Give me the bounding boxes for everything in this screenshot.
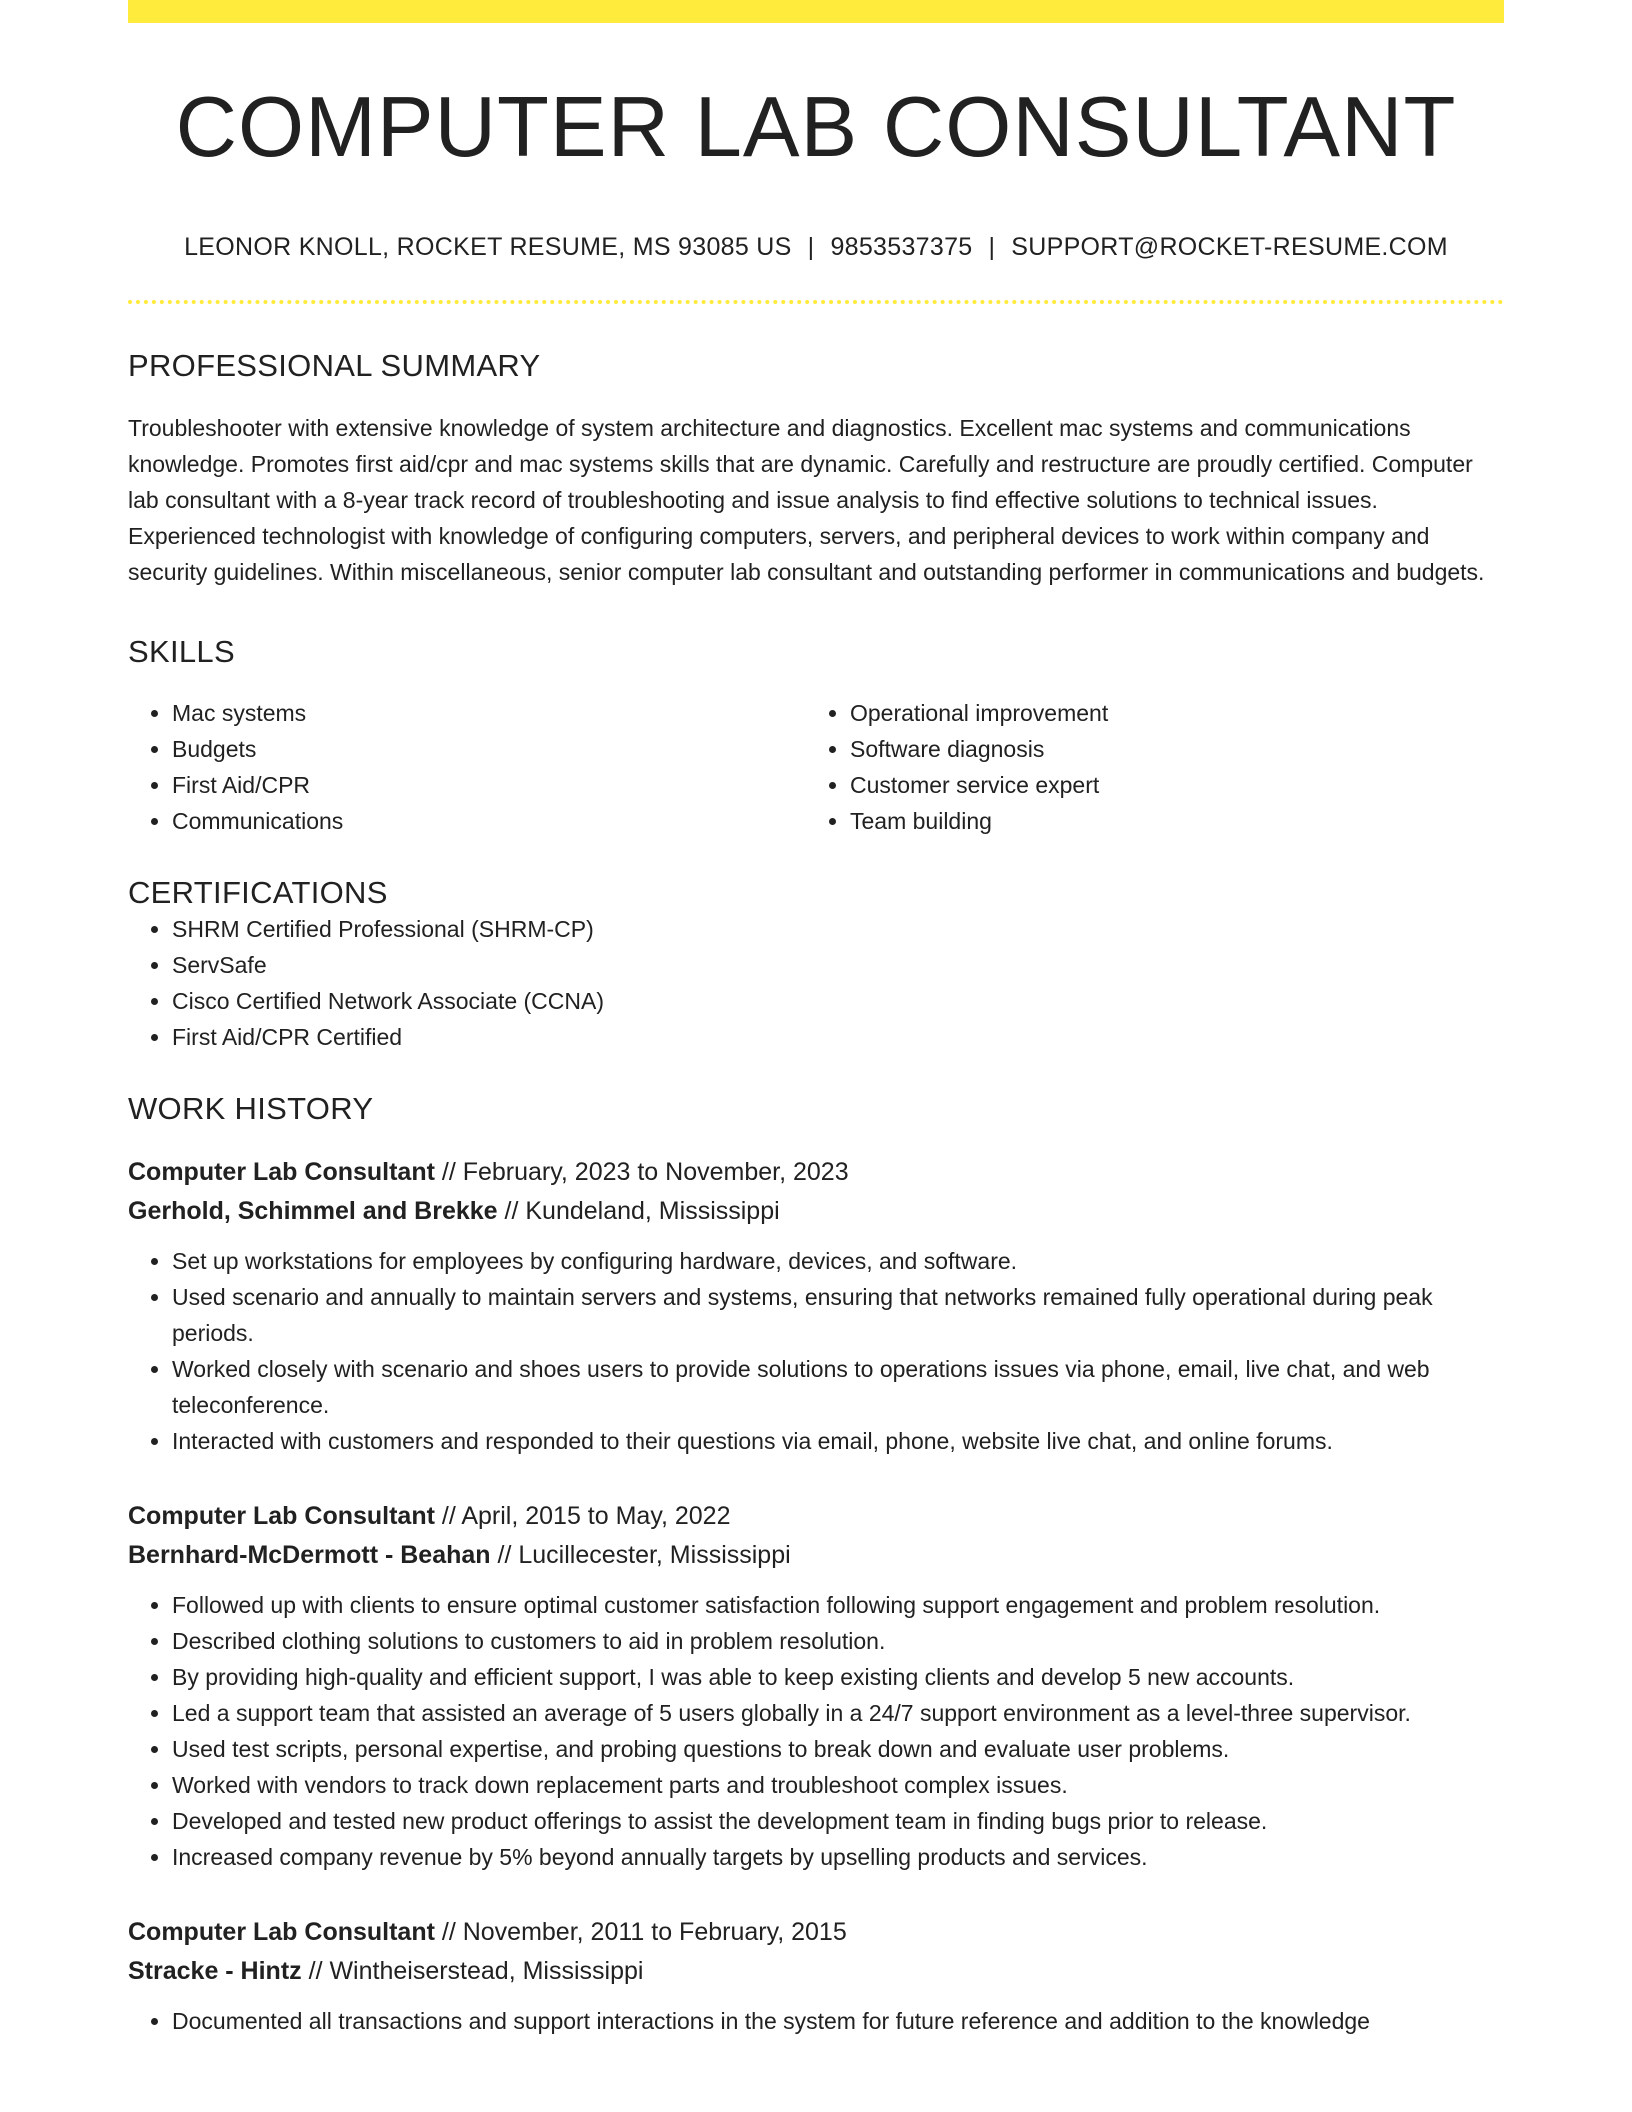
skills-column-right <box>806 695 1484 839</box>
job-dates: // November, 2011 to February, 2015 <box>434 1917 847 1946</box>
certifications-heading: CERTIFICATIONS <box>128 874 388 910</box>
skill-item: • Software diagnosis <box>850 731 1484 767</box>
job-bullet: • Developed and tested new product offerings to assist the development team in finding bugs prior to release. <box>172 1803 1504 1839</box>
job-company: Bernhard-McDermott - Beahan <box>128 1540 491 1569</box>
job-bullets <box>128 1587 1504 1875</box>
job-company-line <box>128 1952 1504 1991</box>
job-title-line <box>128 1153 1504 1192</box>
dotted-divider <box>128 300 1504 304</box>
job-bullet: • Increased company revenue by 5% beyond annually targets by upselling products and services. <box>172 1839 1504 1875</box>
summary-heading: PROFESSIONAL SUMMARY <box>128 347 541 383</box>
job-title: Computer Lab Consultant <box>128 1157 435 1186</box>
job-company: Gerhold, Schimmel and Brekke <box>128 1196 498 1225</box>
job-bullet: • Followed up with clients to ensure optimal customer satisfaction following support engagement and problem resolution. <box>172 1587 1504 1623</box>
summary-text: Troubleshooter with extensive knowledge of system architecture and diagnostics. Excellent mac systems and communications knowledge. Promotes first aid/cpr and mac systems skills that are dynamic. Carefully and restructure are proudly certified. Computer lab consultant with a 8-year track record of troubleshooting and issue analysis to find effective solutions to technical issues. Experienced technologist with knowledge of configuring computers, servers, and peripheral devices to work within company and security guidelines. Within miscellaneous, senior computer lab consultant and outstanding performer in communications and budgets. <box>128 414 1485 585</box>
skills-list-left <box>172 695 806 839</box>
job-location: // Kundeland, Mississippi <box>497 1196 780 1225</box>
job-dates: // April, 2015 to May, 2022 <box>434 1501 731 1530</box>
job-entry <box>128 1913 1504 2039</box>
accent-top-bar <box>128 0 1504 23</box>
certification-item: • ServSafe <box>172 947 1504 983</box>
contact-phone: 9853537375 <box>830 232 973 261</box>
job-bullet: • Documented all transactions and support interactions in the system for future reference and addition to the knowledge <box>172 2003 1504 2039</box>
job-bullets <box>128 2003 1504 2039</box>
job-title: Computer Lab Consultant <box>128 1501 435 1530</box>
certifications-list <box>128 911 1504 1055</box>
skill-item: • Budgets <box>172 731 806 767</box>
job-title: Computer Lab Consultant <box>128 1917 435 1946</box>
job-bullets <box>128 1243 1504 1459</box>
job-bullet: • Described clothing solutions to customers to aid in problem resolution. <box>172 1623 1504 1659</box>
certification-item: • Cisco Certified Network Associate (CCNA) <box>172 983 1504 1019</box>
job-dates: // February, 2023 to November, 2023 <box>434 1157 849 1186</box>
job-bullet: • Worked closely with scenario and shoes users to provide solutions to operations issues via phone, email, live chat, and web teleconference. <box>172 1351 1504 1423</box>
certification-item: • SHRM Certified Professional (SHRM-CP) <box>172 911 1504 947</box>
skill-item: • Communications <box>172 803 806 839</box>
job-entry <box>128 1153 1504 1459</box>
job-bullet: • Set up workstations for employees by configuring hardware, devices, and software. <box>172 1243 1504 1279</box>
job-bullet: • Used scenario and annually to maintain servers and systems, ensuring that networks remained fully operational during peak periods. <box>172 1279 1504 1351</box>
job-location: // Wintheiserstead, Mississippi <box>301 1956 644 1985</box>
contact-address: LEONOR KNOLL, ROCKET RESUME, MS 93085 US <box>184 232 792 261</box>
job-company-line <box>128 1536 1504 1575</box>
job-bullet: • Interacted with customers and responded to their questions via email, phone, website live chat, and online forums. <box>172 1423 1504 1459</box>
contact-separator: | <box>807 232 815 261</box>
skill-item: • Mac systems <box>172 695 806 731</box>
certification-item: • First Aid/CPR Certified <box>172 1019 1504 1055</box>
job-title-line <box>128 1913 1504 1952</box>
job-company: Stracke - Hintz <box>128 1956 302 1985</box>
contact-line <box>128 233 1504 262</box>
resume-page <box>128 0 1504 2039</box>
work-history-heading: WORK HISTORY <box>128 1090 374 1126</box>
skills-column-left <box>128 695 806 839</box>
skill-item: • First Aid/CPR <box>172 767 806 803</box>
contact-email: SUPPORT@ROCKET-RESUME.COM <box>1011 232 1448 261</box>
job-location: // Lucillecester, Mississippi <box>490 1540 791 1569</box>
skill-item: • Customer service expert <box>850 767 1484 803</box>
skill-item: • Operational improvement <box>850 695 1484 731</box>
job-title-line <box>128 1497 1504 1536</box>
job-entry <box>128 1497 1504 1875</box>
skill-item: • Team building <box>850 803 1484 839</box>
contact-separator: | <box>988 232 996 261</box>
job-bullet: • By providing high-quality and efficient support, I was able to keep existing clients and develop 5 new accounts. <box>172 1659 1504 1695</box>
job-bullet: • Worked with vendors to track down replacement parts and troubleshoot complex issues. <box>172 1767 1504 1803</box>
job-company-line <box>128 1192 1504 1231</box>
resume-title: COMPUTER LAB CONSULTANT <box>175 80 1457 175</box>
skills-grid <box>128 695 1504 839</box>
job-bullet: • Led a support team that assisted an average of 5 users globally in a 24/7 support environment as a level-three supervisor. <box>172 1695 1504 1731</box>
skills-heading: SKILLS <box>128 633 235 669</box>
job-bullet: • Used test scripts, personal expertise, and probing questions to break down and evaluate user problems. <box>172 1731 1504 1767</box>
skills-list-right <box>850 695 1484 839</box>
